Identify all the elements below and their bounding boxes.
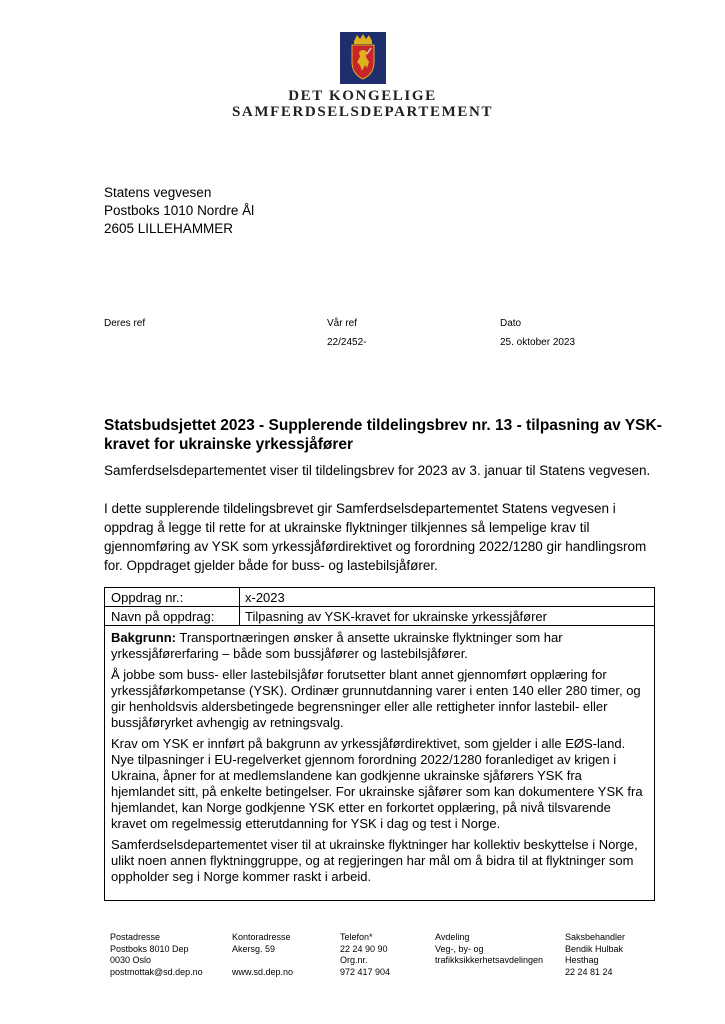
footer-phone-number: 22 24 90 90	[340, 943, 388, 954]
table-divider	[239, 588, 240, 625]
footer-org-heading: Org.nr.	[340, 955, 368, 965]
assignment-number-row	[105, 588, 654, 607]
var-ref-label: Vår ref	[327, 318, 358, 329]
footer-postal-address	[110, 932, 203, 978]
assignment-name-label: Navn på oppdrag:	[111, 609, 215, 624]
footer-case-officer-heading: Saksbehandler	[565, 932, 626, 942]
footer-phone	[340, 932, 390, 978]
crest-icon	[340, 32, 386, 84]
eu-regulation-paragraph: Krav om YSK er innført på bakgrunn av yrkessjåførdirektivet, som gjelder i alle EØS-land. Nye tilpasninger i EU-regelverket gjennom forordning 2022/1280 foranlediget av krigen i Ukraina, åpner for at medlemslandene kan godkjenne ukrainske sjåførers YSK fra hjemlandet sitt, på enkelte betingelser. For ukrainske sjåfører som kan dokumentere YSK fra hjemlandet, kan Norge godkjenne YSK etter en forkortet opplæring, på nivå tilsvarende kravet om regelmessig etterutdanning for YSK i dag og test i Norge.	[111, 736, 643, 831]
background-paragraph	[111, 630, 647, 662]
footer-phone-heading: Telefon*	[340, 932, 373, 942]
recipient-city: 2605 LILLEHAMMER	[104, 221, 234, 236]
footer-case-officer-name1: Bendik Hulbak	[565, 943, 624, 954]
footer-case-officer	[565, 932, 625, 978]
assignment-description	[111, 630, 647, 890]
ysk-requirement-paragraph: Å jobbe som buss- eller lastebilsjåfør forutsetter blant annet gjennomført opplæring for yrkessjåførkompetanse (YSK). Ordinær grunnutdanning varer i enten 140 eller 280 timer, og gir henholdsvis aldersbetingede begrensninger eller alle rettigheter innfor lastebil- eller bussjåføryrket avhengig av retningsvalg.	[111, 667, 641, 730]
recipient-name: Statens vegvesen	[104, 185, 212, 200]
var-ref-value: 22/2452-	[327, 337, 367, 348]
assignment-box	[104, 587, 655, 901]
footer-postal-box: Postboks 8010 Dep	[110, 943, 189, 954]
dato-value: 25. oktober 2023	[500, 337, 576, 348]
coat-of-arms	[0, 32, 725, 89]
footer-office-blank	[232, 955, 293, 967]
dato-label: Dato	[500, 318, 522, 329]
main-paragraph: I dette supplerende tildelingsbrevet gir Samferdselsdepartementet Statens vegvesen i oppdrag å legge til rette for at ukrainske flyktninger tilkjennes så lempelige krav til gjennomføring av YSK som yrkessjåførdirektivet og forordning 2022/1280 gir handlingsrom for. Oppdraget gjelder både for buss- og lastebilsjåfører.	[104, 501, 647, 573]
background-label: Bakgrunn:	[111, 630, 176, 645]
letter-title: Statsbudsjettet 2023 - Supplerende tildelingsbrev nr. 13 - tilpasning av YSK-kravet for ukrainske yrkessjåfører	[104, 417, 662, 453]
footer-department-line2: trafikksikkerhetsavdelingen	[435, 955, 544, 965]
footer-department	[435, 932, 543, 967]
intro-paragraph: Samferdselsdepartementet viser til tildelingsbrev for 2023 av 3. januar til Statens vegvesen.	[104, 463, 651, 478]
footer-postal-heading: Postadresse	[110, 932, 161, 942]
footer-email[interactable]: postmottak@sd.dep.no	[110, 966, 203, 977]
assignment-name-value: Tilpasning av YSK-kravet for ukrainske yrkessjåfører	[245, 609, 547, 624]
footer-website[interactable]: www.sd.dep.no	[232, 966, 294, 977]
department-name-line2: SAMFERDSELSDEPARTEMENT	[231, 104, 494, 120]
footer-office-address	[232, 932, 293, 978]
footer-case-officer-phone: 22 24 81 24	[565, 966, 613, 977]
footer-postal-city: 0030 Oslo	[110, 955, 152, 965]
footer-case-officer-name2: Hesthag	[565, 955, 599, 965]
footer-office-heading: Kontoradresse	[232, 932, 291, 942]
assignment-number-label: Oppdrag nr.:	[111, 590, 184, 605]
background-text: Transportnæringen ønsker å ansette ukrainske flyktninger som har yrkessjåførerfaring – både som bussjåfører og lastebilsjåfører.	[111, 630, 563, 661]
assignment-name-row	[105, 607, 654, 626]
department-name-line1: DET KONGELIGE	[288, 88, 437, 104]
recipient-postbox: Postboks 1010 Nordre Ål	[104, 203, 255, 218]
footer-org-number: 972 417 904	[340, 966, 391, 977]
footer-office-street: Akersg. 59	[232, 943, 276, 954]
recipient-address	[104, 184, 254, 238]
assignment-number-value: x-2023	[245, 590, 285, 605]
footer-department-line1: Veg-, by- og	[435, 943, 484, 954]
collective-protection-paragraph: Samferdselsdepartementet viser til at ukrainske flyktninger har kollektiv beskyttelse i Norge, ulikt noen annen flyktninggruppe, og at regjeringen har mål om å bidra til at flyktninger som oppholder seg i Norge kommer raskt i arbeid.	[111, 837, 638, 884]
deres-ref-label: Deres ref	[104, 318, 146, 329]
footer-department-heading: Avdeling	[435, 932, 470, 942]
